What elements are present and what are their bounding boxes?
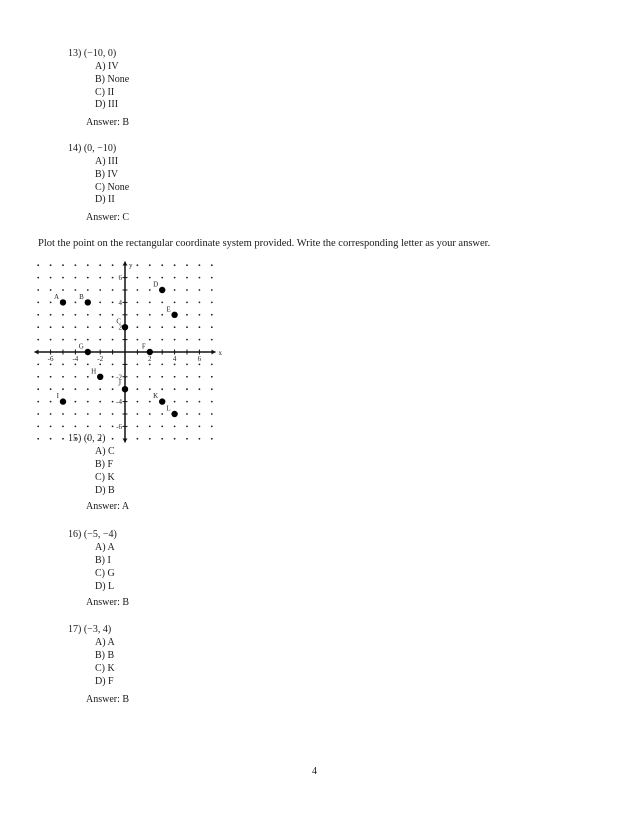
option-d: D) L [95, 581, 115, 592]
grid-dot [186, 438, 188, 440]
option-c: C) K [95, 663, 115, 674]
grid-dot [87, 401, 89, 403]
y-axis-arrow-down [123, 439, 128, 443]
grid-dot [149, 426, 151, 428]
grid-dot [75, 339, 77, 341]
grid-dot [62, 376, 64, 378]
grid-dot [99, 277, 101, 279]
x-tick-label: 4 [172, 355, 177, 363]
grid-dot [75, 426, 77, 428]
grid-dot [37, 314, 39, 316]
grid-dot [199, 302, 201, 304]
grid-dot [50, 339, 52, 341]
grid-dot [137, 326, 139, 328]
grid-dot [112, 289, 114, 291]
grid-dot [99, 364, 101, 366]
point-h [97, 374, 103, 380]
question-17-header [68, 624, 111, 636]
grid-dot [174, 438, 176, 440]
grid-dot [75, 302, 77, 304]
grid-dot [37, 426, 39, 428]
grid-dot [199, 277, 201, 279]
grid-dot [99, 401, 101, 403]
point-label-l: L [166, 404, 171, 413]
grid-dot [149, 326, 151, 328]
grid-dot [87, 413, 89, 415]
grid-dot [112, 326, 114, 328]
option-c: C) K [95, 472, 115, 483]
grid-dot [137, 339, 139, 341]
grid-dot [37, 302, 39, 304]
grid-dot [137, 413, 139, 415]
question-14-header [68, 143, 116, 155]
grid-dot [112, 388, 114, 390]
y-tick-label: 6 [118, 274, 122, 283]
grid-dot [50, 376, 52, 378]
grid-dot [137, 314, 139, 316]
grid-dot [75, 264, 77, 266]
grid-dot [199, 388, 201, 390]
x-tick-label: 6 [197, 355, 202, 363]
grid-dot [149, 364, 151, 366]
grid-dot [62, 339, 64, 341]
grid-dot [137, 438, 139, 440]
grid-dot [199, 314, 201, 316]
point-label-a: A [53, 292, 59, 301]
grid-dot [62, 277, 64, 279]
grid-dot [186, 388, 188, 390]
grid-dot [112, 413, 114, 415]
grid-dot [62, 326, 64, 328]
grid-dot [62, 413, 64, 415]
grid-dot [211, 264, 213, 266]
grid-dot [137, 277, 139, 279]
grid-dot [174, 426, 176, 428]
option-d: D) F [95, 676, 114, 687]
grid-dot [161, 326, 163, 328]
grid-dot [50, 364, 52, 366]
grid-dot [99, 413, 101, 415]
grid-dot [149, 388, 151, 390]
grid-dot [75, 376, 77, 378]
grid-dot [199, 401, 201, 403]
grid-dot [37, 264, 39, 266]
instruction-text: Plot the point on the rectangular coordinate system provided. Write the corresponding letter as your answer. [38, 238, 491, 249]
grid-dot [137, 302, 139, 304]
option-b: B) F [95, 459, 114, 470]
coordinate-graph [34, 261, 224, 442]
option-c: C) None [95, 182, 130, 193]
point-b [85, 299, 91, 305]
grid-dot [112, 426, 114, 428]
point-label-j: J [118, 379, 121, 388]
grid-dot [50, 314, 52, 316]
grid-dot [186, 302, 188, 304]
grid-dot [62, 364, 64, 366]
grid-dot [99, 302, 101, 304]
grid-dot [161, 314, 163, 316]
option-a: A) C [95, 446, 115, 457]
question-number: 15) [68, 433, 82, 444]
option-b: B) B [95, 650, 115, 661]
grid-dot [75, 364, 77, 366]
grid-dot [186, 413, 188, 415]
grid-dot [75, 388, 77, 390]
point-f [147, 349, 153, 355]
grid-dot [149, 413, 151, 415]
grid-dot [174, 339, 176, 341]
grid-dot [199, 426, 201, 428]
question-16-header [68, 529, 117, 541]
grid-dot [211, 289, 213, 291]
grid-dot [161, 388, 163, 390]
grid-dot [37, 401, 39, 403]
grid-dot [161, 413, 163, 415]
point-label-e: E [166, 305, 171, 314]
grid-dot [75, 289, 77, 291]
grid-dot [211, 326, 213, 328]
grid-dot [149, 277, 151, 279]
grid-dot [37, 326, 39, 328]
x-tick-label: -6 [47, 355, 54, 363]
grid-dot [174, 289, 176, 291]
grid-dot [75, 277, 77, 279]
grid-dot [174, 388, 176, 390]
option-a: A) IV [95, 61, 119, 72]
grid-dot [199, 438, 201, 440]
grid-dot [112, 314, 114, 316]
point-label-b: B [79, 292, 84, 301]
grid-dot [161, 376, 163, 378]
option-b: B) I [95, 555, 111, 566]
grid-dot [161, 277, 163, 279]
question-13-header [68, 48, 116, 60]
x-axis-arrow-left [34, 350, 38, 355]
grid-dot [75, 401, 77, 403]
x-axis-label: x [218, 349, 223, 357]
grid-dot [211, 277, 213, 279]
option-b: B) IV [95, 169, 119, 180]
grid-dot [186, 401, 188, 403]
grid-dot [87, 314, 89, 316]
grid-dot [149, 339, 151, 341]
y-tick-label: 4 [118, 298, 122, 307]
grid-dot [87, 364, 89, 366]
grid-dot [50, 289, 52, 291]
point-g [85, 349, 91, 355]
grid-dot [211, 314, 213, 316]
grid-dot [211, 376, 213, 378]
point-k [159, 398, 165, 404]
grid-dot [62, 264, 64, 266]
point-label-g: G [78, 342, 84, 351]
grid-dot [99, 326, 101, 328]
grid-dot [199, 376, 201, 378]
grid-dot [99, 426, 101, 428]
grid-dot [37, 413, 39, 415]
grid-dot [99, 264, 101, 266]
answer-text: Answer: B [86, 597, 130, 608]
grid-dot [149, 376, 151, 378]
point-a [60, 299, 66, 305]
option-c: C) G [95, 568, 115, 579]
question-point: (0, 2) [83, 433, 106, 444]
grid-dot [161, 438, 163, 440]
point-label-k: K [153, 392, 159, 401]
grid-dot [37, 438, 39, 440]
grid-dot [112, 339, 114, 341]
grid-dot [211, 413, 213, 415]
grid-dot [50, 326, 52, 328]
option-a: A) III [95, 156, 119, 167]
grid-dot [137, 388, 139, 390]
grid-dot [50, 438, 52, 440]
question-point: (−10, 0) [83, 48, 117, 59]
point-d [159, 287, 165, 293]
question-point: (−5, −4) [83, 529, 117, 540]
grid-dot [62, 314, 64, 316]
grid-dot [211, 302, 213, 304]
x-tick-label: -4 [72, 355, 79, 363]
grid-dot [186, 364, 188, 366]
question-point: (0, −10) [83, 143, 117, 154]
grid-dot [149, 314, 151, 316]
option-a: A) A [95, 542, 115, 553]
option-b: B) None [95, 74, 130, 85]
point-c [122, 324, 128, 330]
x-axis-arrow-right [212, 350, 216, 355]
grid-dot [174, 364, 176, 366]
option-d: D) III [95, 99, 119, 110]
answer-text: Answer: B [86, 694, 130, 705]
grid-dot [112, 401, 114, 403]
grid-dot [149, 289, 151, 291]
grid-dot [211, 426, 213, 428]
point-j [122, 386, 128, 392]
grid-dot [199, 326, 201, 328]
x-tick-label: 2 [148, 355, 152, 363]
grid-dot [186, 339, 188, 341]
point-label-f: F [141, 342, 146, 351]
grid-dot [112, 277, 114, 279]
grid-dot [112, 438, 114, 440]
grid-dot [199, 413, 201, 415]
grid-dot [174, 376, 176, 378]
grid-dot [99, 339, 101, 341]
grid-dot [149, 302, 151, 304]
grid-dot [174, 264, 176, 266]
grid-dot [174, 302, 176, 304]
grid-dot [62, 388, 64, 390]
grid-dot [161, 264, 163, 266]
grid-dot [50, 277, 52, 279]
grid-dot [87, 388, 89, 390]
grid-dot [62, 426, 64, 428]
grid-dot [37, 339, 39, 341]
grid-dot [87, 326, 89, 328]
grid-dot [199, 364, 201, 366]
grid-dot [87, 277, 89, 279]
grid-dot [186, 277, 188, 279]
grid-dot [37, 289, 39, 291]
question-number: 17) [68, 624, 82, 635]
point-i [60, 398, 66, 404]
grid-dot [137, 401, 139, 403]
grid-dot [112, 376, 114, 378]
question-point: (−3, 4) [83, 624, 112, 635]
grid-dot [87, 376, 89, 378]
grid-dot [99, 289, 101, 291]
y-tick-label: -4 [116, 398, 122, 407]
grid-dot [50, 426, 52, 428]
point-e [171, 312, 177, 318]
grid-dot [75, 326, 77, 328]
grid-dot [211, 388, 213, 390]
grid-dot [186, 264, 188, 266]
grid-dot [50, 388, 52, 390]
grid-dot [87, 289, 89, 291]
grid-dot [161, 364, 163, 366]
grid-dot [62, 438, 64, 440]
grid-dot [137, 426, 139, 428]
y-axis-label: y [129, 261, 133, 270]
y-tick-label: -2 [116, 373, 122, 382]
grid-dot [50, 302, 52, 304]
grid-dot [161, 426, 163, 428]
option-d: D) II [95, 194, 115, 205]
grid-dot [87, 264, 89, 266]
grid-dot [37, 388, 39, 390]
grid-dot [50, 401, 52, 403]
answer-text: Answer: C [86, 212, 130, 223]
page-number: 4 [312, 766, 317, 777]
grid-dot [99, 388, 101, 390]
point-label-d: D [153, 280, 159, 289]
grid-dot [62, 289, 64, 291]
y-tick-label: 2 [118, 323, 122, 332]
x-tick-label: -2 [97, 355, 104, 363]
point-label-h: H [91, 367, 97, 376]
grid-dot [149, 438, 151, 440]
grid-dot [99, 314, 101, 316]
option-a: A) A [95, 637, 115, 648]
question-15-header [68, 433, 106, 445]
grid-dot [211, 339, 213, 341]
option-c: C) II [95, 87, 115, 98]
question-number: 16) [68, 529, 82, 540]
grid-dot [149, 264, 151, 266]
grid-dot [75, 413, 77, 415]
grid-dot [161, 302, 163, 304]
grid-dot [37, 364, 39, 366]
point-label-i: I [56, 392, 59, 401]
grid-dot [75, 314, 77, 316]
grid-dot [50, 413, 52, 415]
grid-dot [174, 401, 176, 403]
grid-dot [161, 339, 163, 341]
grid-dot [211, 401, 213, 403]
point-label-c: C [116, 317, 121, 326]
grid-dot [211, 438, 213, 440]
point-l [171, 411, 177, 417]
grid-dot [186, 376, 188, 378]
answer-text: Answer: A [86, 501, 130, 512]
grid-dot [112, 264, 114, 266]
grid-dot [186, 289, 188, 291]
grid-dot [186, 426, 188, 428]
grid-dot [37, 376, 39, 378]
grid-dot [112, 364, 114, 366]
grid-dot [87, 339, 89, 341]
grid-dot [37, 277, 39, 279]
y-axis-arrow-up [123, 261, 128, 265]
grid-dot [186, 326, 188, 328]
grid-dot [174, 326, 176, 328]
answer-text: Answer: B [86, 117, 130, 128]
grid-dot [137, 264, 139, 266]
y-tick-label: -6 [116, 422, 122, 431]
grid-dot [174, 277, 176, 279]
grid-dot [149, 401, 151, 403]
grid-dot [186, 314, 188, 316]
grid-dot [199, 264, 201, 266]
grid-dot [199, 289, 201, 291]
option-d: D) B [95, 485, 115, 496]
grid-dot [137, 289, 139, 291]
grid-dot [137, 364, 139, 366]
grid-dot [112, 302, 114, 304]
grid-dot [199, 339, 201, 341]
grid-dot [137, 376, 139, 378]
question-number: 13) [68, 48, 82, 59]
grid-dot [211, 364, 213, 366]
grid-dot [87, 426, 89, 428]
question-number: 14) [68, 143, 82, 154]
grid-dot [50, 264, 52, 266]
